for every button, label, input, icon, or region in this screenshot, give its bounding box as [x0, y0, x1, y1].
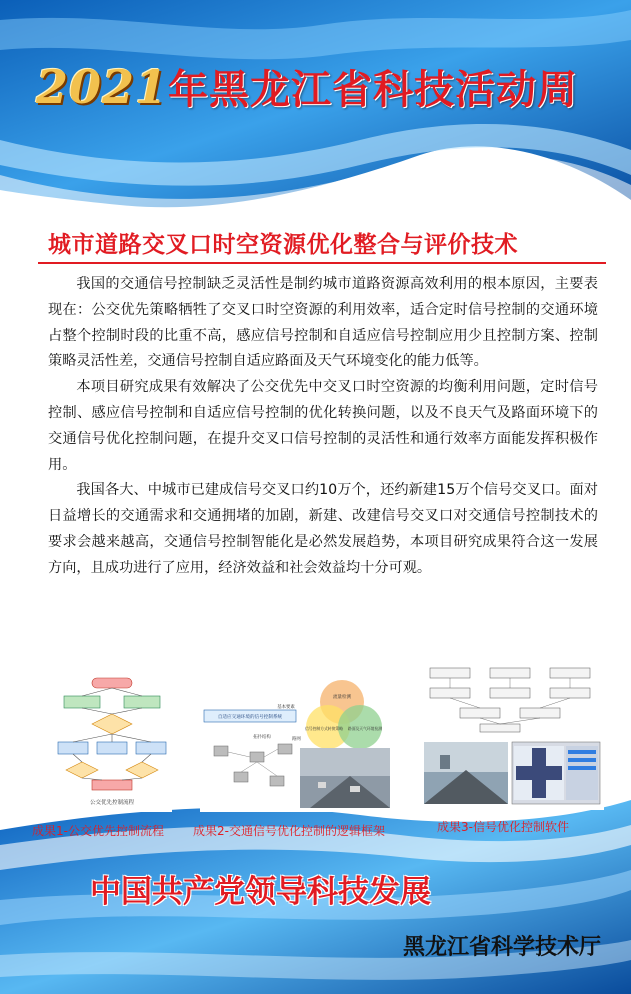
project-subtitle: 城市道路交叉口时空资源优化整合与评价技术	[48, 232, 518, 258]
figure-2-label-flow: 流量检测	[333, 695, 351, 700]
figure-1-caption: 成果1-公交优先控制流程	[32, 824, 164, 838]
figure-2-label-network: 路网	[292, 737, 301, 742]
figure-1-inner-label: 公交优先控制流程	[89, 800, 135, 806]
title-text: 年黑龙江省科技活动周	[168, 66, 579, 113]
figure-2-logic-framework	[200, 672, 396, 812]
paragraph-1: 我国的交通信号控制缺乏灵活性是制约城市道路资源高效利用的根本原因，主要表现在：公交优先策略牺牲了交叉口时空资源的利用效率，适合定时信号控制的交通环境占整个控制时段的比重不高，感应信号控制和自适应信号控制应用少且控制方案、控制策略灵活性差，交通信号控制自适应路面及天气环境变化的能力低等。	[48, 276, 598, 370]
figure-2-label-topology: 拓扑结构	[253, 735, 271, 740]
figure-1-flowchart	[52, 672, 172, 812]
paragraph-2: 本项目研究成果有效解决了公交优先中交叉口时空资源的均衡利用问题，定时信号控制、感应信号控制和自适应信号控制的优化转换问题，以及不良天气及路面环境下的交通信号优化控制问题，在提升交叉口信号控制的灵活性和通行效率方面能发挥积极作用。	[48, 379, 598, 473]
figure-3-caption: 成果3-信号优化控制软件	[437, 820, 569, 834]
subtitle-divider	[38, 262, 606, 264]
footer-slogan: 中国共产党领导科技发展	[90, 874, 431, 910]
figure-2-label-env: 路面及天气环境检测	[347, 726, 383, 731]
paragraph-3: 我国各大、中城市已建成信号交叉口约10万个，还约新建15万个信号交叉口。面对日益增长的交通需求和交通拥堵的加剧，新建、改建信号交叉口对交通信号控制技术的要求会越来越高，交通信号控制智能化是必然发展趋势，本项目研究成果符合这一发展方向，且成功进行了应用，经济效益和社会效益均十分可观。	[48, 482, 598, 576]
page-title	[36, 58, 578, 115]
title-year: 2021	[36, 60, 169, 114]
figure-2-label-system: 自适应交通环境的信号控制系统	[217, 715, 283, 720]
figure-2-label-elements: 基本要素	[277, 705, 295, 710]
figure-2-label-mode: 信号控制方式转换策略	[305, 726, 343, 731]
figure-2-caption: 成果2-交通信号优化控制的逻辑框架	[193, 824, 385, 838]
figure-3-software	[420, 660, 604, 810]
footer-organization: 黑龙江省科学技术厅	[402, 935, 601, 960]
body-text	[48, 272, 598, 582]
